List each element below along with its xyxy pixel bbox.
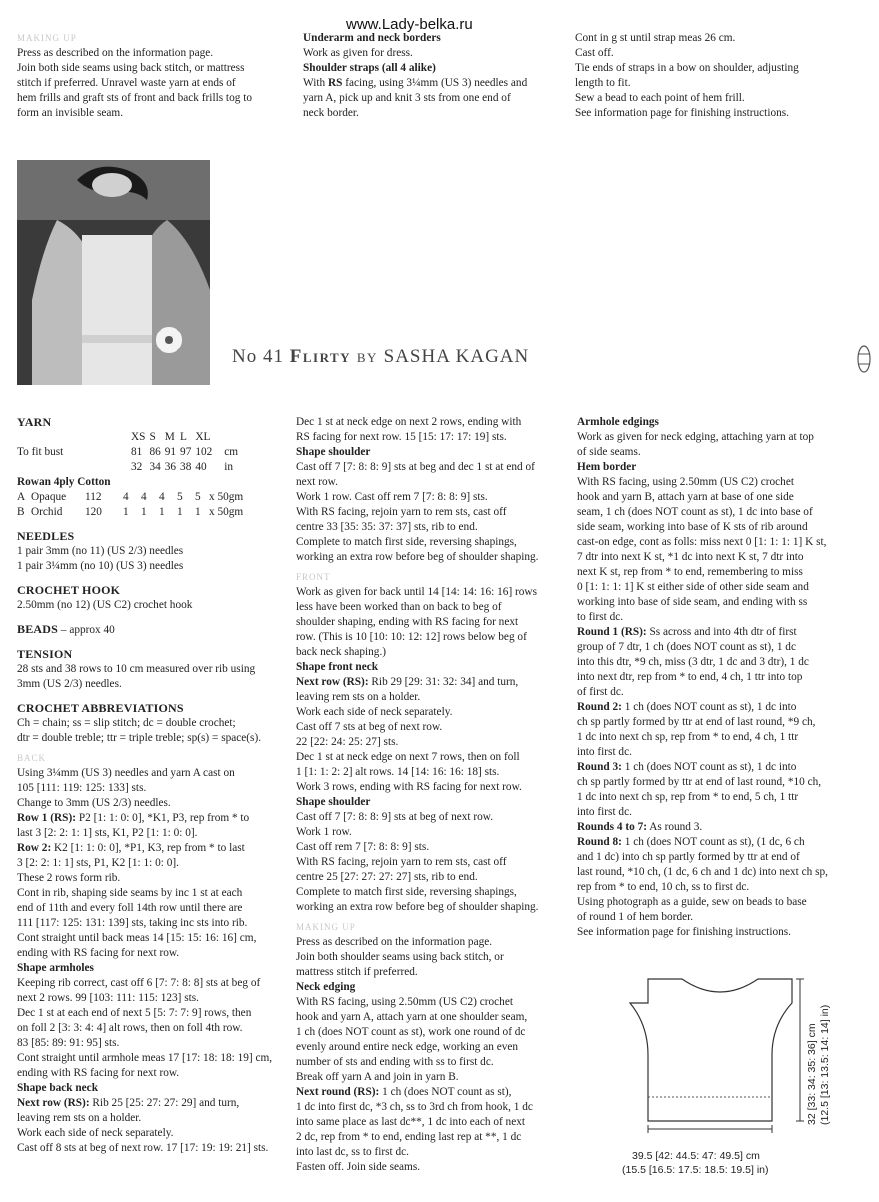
model-photo	[17, 160, 210, 385]
text-line: leaving rem sts on a holder.	[296, 691, 421, 703]
text-line: into last dc, ss to first dc.	[296, 1146, 409, 1158]
sizes-row	[17, 430, 242, 445]
text-line: Cont in rib, shaping side seams by inc 1 st at each	[17, 887, 243, 899]
text-line: 1 pair 3¼mm (no 10) (US 3) needles	[17, 560, 184, 572]
text-line	[577, 835, 867, 850]
table-cell: 38	[180, 461, 192, 473]
text-line: 3mm (US 2/3) needles.	[17, 678, 122, 690]
text-fragment: Rib 29 [29: 31: 32: 34] and turn,	[368, 676, 519, 688]
round-label: Rounds 4 to 7:	[577, 821, 647, 833]
text-line: Cont straight until armhole meas 17 [17: 18: 18: 19] cm,	[17, 1052, 273, 1064]
page-edge-tab	[857, 344, 871, 374]
row-label: Row 2:	[17, 842, 52, 854]
top-right-text	[575, 31, 865, 121]
text-line: 1 dc into next ch sp, rep from * to end, 5 ch, 1 ttr	[577, 791, 799, 803]
text-line: Dec 1 st at neck edge on next 7 rows, then on foll	[296, 751, 520, 763]
designer-name: SASHA KAGAN	[383, 346, 530, 367]
text-line: into first dc.	[577, 806, 632, 818]
top-mid-text	[303, 31, 563, 121]
yarn-heading: YARN	[17, 415, 52, 429]
text-line: of round 1 of hem border.	[577, 911, 694, 923]
text-line: last round, *10 ch, (1 dc, 6 ch and 1 dc) into next ch sp,	[577, 866, 828, 878]
text-line: These 2 rows form rib.	[17, 872, 121, 884]
size-cell: S	[149, 431, 156, 443]
table-cell: 1	[177, 506, 183, 518]
text-line: Cast off 8 sts at beg of next row. 17 [17: 19: 19: 21] sts.	[17, 1142, 269, 1154]
text-line: next row.	[296, 476, 338, 488]
text-line: Work 1 row. Cast off rem 7 [7: 8: 8: 9] sts.	[296, 491, 488, 503]
armhole-edgings-heading: Armhole edgings	[577, 416, 659, 428]
making-up-heading-2: MAKING UP	[296, 922, 356, 932]
text-line: 0 [1: 1: 1: 1] K st either side of other side seam and	[577, 581, 809, 593]
abbreviations-heading: CROCHET ABBREVIATIONS	[17, 701, 184, 715]
text-line: Work as given for dress.	[303, 47, 413, 59]
width-label-cm: 39.5 [42: 44.5: 47: 49.5] cm	[632, 1150, 760, 1162]
hook-heading: CROCHET HOOK	[17, 583, 121, 597]
text-line	[577, 700, 867, 715]
text-fragment: Ss across and into 4th dtr of first	[646, 626, 797, 638]
unit-cell: x 50gm	[209, 506, 244, 518]
table-cell: 34	[149, 461, 161, 473]
text-line: number of sts and ending with ss to first dc.	[296, 1056, 494, 1068]
text-line	[296, 675, 561, 690]
text-line: length to fit.	[575, 77, 631, 89]
text-line: shoulder shaping, ending with RS facing for next	[296, 616, 519, 628]
text-line: 111 [117: 125: 131: 139] sts, taking inc sts into rib.	[17, 917, 248, 929]
text-line: 1 dc into first dc, *3 ch, ss to 3rd ch from hook, 1 dc	[296, 1101, 533, 1113]
text-fragment: 1 ch (does NOT count as st), 1 dc into	[621, 701, 797, 713]
text-line: Tie ends of straps in a bow on shoulder, adjusting	[575, 62, 799, 74]
text-line: Cast off rem 7 [7: 8: 8: 9] sts.	[296, 841, 430, 853]
text-line: Cast off 7 [7: 8: 8: 9] sts at beg of next row.	[296, 811, 494, 823]
text-line: Press as described on the information page.	[17, 47, 214, 59]
text-line	[17, 811, 282, 826]
table-cell: 32	[131, 461, 143, 473]
row-label: Next row (RS):	[17, 1097, 90, 1109]
text-fragment: As round 3.	[647, 821, 703, 833]
text-line: Cast off.	[575, 47, 614, 59]
table-cell: 1	[195, 506, 201, 518]
shoulder-heading-2: Shape shoulder	[296, 796, 371, 808]
text-fragment: – approx 40	[58, 624, 115, 636]
text-line: on foll 2 [3: 3: 4: 4] alt rows, then on foll 4th row.	[17, 1022, 243, 1034]
size-cell: M	[164, 431, 175, 443]
text-line: Work each side of neck separately.	[296, 706, 453, 718]
text-line: Ch = chain; ss = slip stitch; dc = double crochet;	[17, 717, 236, 729]
height-label-in: (12.5 [13: 13.5: 14: 14] in)	[819, 1004, 831, 1125]
making-up-heading: MAKING UP	[17, 33, 77, 43]
text-line: to first dc.	[577, 611, 624, 623]
yarn-number: 120	[85, 506, 102, 518]
table-cell: 1	[159, 506, 165, 518]
table-cell: 102	[195, 446, 213, 458]
text-line: into next dtr, rep from * to end, 4 ch, 1 ttr into top	[577, 671, 803, 683]
table-cell: 1	[123, 506, 129, 518]
table-cell: 36	[164, 461, 177, 473]
size-cell: XL	[195, 431, 211, 443]
garment-schematic	[600, 975, 870, 1190]
text-line: Sew a bead to each point of hem frill.	[575, 92, 745, 104]
pattern-title	[232, 346, 530, 367]
text-line: With RS facing, rejoin yarn to rem sts, cast off	[296, 856, 507, 868]
back-heading: BACK	[17, 753, 47, 763]
text-line: ending with RS facing for next row.	[17, 1067, 180, 1079]
column-2	[296, 415, 561, 1175]
watermark[interactable]: www.Lady-belka.ru	[346, 16, 473, 33]
text-line: hook and yarn B, attach yarn at base of one side	[577, 491, 794, 503]
yarn-row-b	[17, 505, 247, 520]
straps-heading: Shoulder straps (all 4 alike)	[303, 62, 436, 74]
text-line: RS facing for next row. 15 [15: 17: 17: 19] sts.	[296, 431, 507, 443]
text-line: Work each side of neck separately.	[17, 1127, 174, 1139]
top-left-text	[17, 31, 277, 121]
text-line: cast-on edge, cont as folls: miss next 0 [1: 1: 1: 1] K st,	[577, 536, 827, 548]
needles-heading: NEEDLES	[17, 529, 75, 543]
text-line	[17, 1096, 282, 1111]
text-line: Cont in g st until strap meas 26 cm.	[575, 32, 736, 44]
round-label: Round 8:	[577, 836, 622, 848]
text-line: Join both shoulder seams using back stitch, or	[296, 951, 504, 963]
neck-edging-heading: Neck edging	[296, 981, 356, 993]
text-line: hook and yarn A, attach yarn at one shoulder seam,	[296, 1011, 528, 1023]
armholes-heading: Shape armholes	[17, 962, 94, 974]
text-line: 3 [2: 2: 1: 1] sts, P1, K2 [1: 1: 0: 0].	[17, 857, 179, 869]
yarn-name: Rowan 4ply Cotton	[17, 476, 111, 488]
text-line: seam, 1 ch (does NOT count as st), 1 dc into base of	[577, 506, 813, 518]
text-line: ending with RS facing for next row.	[17, 947, 180, 959]
yarn-colour: Orchid	[31, 506, 63, 518]
size-cell: XS	[131, 431, 146, 443]
text-line	[577, 625, 867, 640]
text-line: Cast off 7 sts at beg of next row.	[296, 721, 443, 733]
text-line: Using 3¼mm (US 3) needles and yarn A cast on	[17, 767, 235, 779]
text-line: working into base of side seam, and ending with ss	[577, 596, 808, 608]
yarn-table	[17, 430, 242, 475]
text-line: Complete to match first side, reversing shapings,	[296, 536, 517, 548]
text-line: 28 sts and 38 rows to 10 cm measured over rib using	[17, 663, 256, 675]
text-line	[303, 76, 563, 91]
text-line: 22 [22: 24: 25: 27] sts.	[296, 736, 399, 748]
text-line: of side seams.	[577, 446, 641, 458]
text-line: With RS facing, using 2.50mm (US C2) crochet	[577, 476, 794, 488]
text-line: rep from * to end, 10 ch, ss to first dc.	[577, 881, 750, 893]
text-line: neck border.	[303, 107, 359, 119]
text-line	[577, 820, 867, 835]
text-line: See information page for finishing instructions.	[577, 926, 791, 938]
pattern-number: No 41	[232, 346, 284, 367]
text-line: mattress stitch if preferred.	[296, 966, 418, 978]
text-line: Work 1 row.	[296, 826, 352, 838]
text-line: 105 [111: 119: 125: 133] sts.	[17, 782, 147, 794]
row-label: Row 1 (RS):	[17, 812, 76, 824]
text-line: Change to 3mm (US 2/3) needles.	[17, 797, 171, 809]
text-line: Cast off 7 [7: 8: 8: 9] sts at beg and dec 1 st at end of	[296, 461, 535, 473]
size-cell: L	[180, 431, 187, 443]
text-line: back neck shaping.)	[296, 646, 387, 658]
text-line: 1 pair 3mm (no 11) (US 2/3) needles	[17, 545, 184, 557]
text-line: Break off yarn A and join in yarn B.	[296, 1071, 459, 1083]
text-fragment: 1 ch (does NOT count as st), 1 dc into	[621, 761, 797, 773]
column-1	[17, 415, 282, 1156]
text-line: Press as described on the information page.	[296, 936, 493, 948]
beads-heading: BEADS	[17, 622, 59, 636]
yarn-code: B	[17, 506, 25, 518]
yarn-colour: Opaque	[31, 491, 67, 503]
pattern-name: Flirty	[289, 346, 352, 367]
title-by: by	[356, 346, 378, 367]
table-cell: 4	[123, 491, 129, 503]
row-label: Next row (RS):	[296, 676, 369, 688]
bust-label: To fit bust	[17, 446, 64, 458]
text-line: See information page for finishing instructions.	[575, 107, 789, 119]
edge-tab-icon	[857, 344, 871, 374]
tension-heading: TENSION	[17, 647, 73, 661]
yarn-number: 112	[85, 491, 102, 503]
table-cell: 1	[141, 506, 147, 518]
text-fragment: Rib 25 [25: 27: 27: 29] and turn,	[89, 1097, 240, 1109]
text-line: leaving rem sts on a holder.	[17, 1112, 142, 1124]
bust-in-row	[17, 460, 242, 475]
text-line: With RS facing, rejoin yarn to rem sts, cast off	[296, 506, 507, 518]
text-fragment: 1 ch (does NOT count as st),	[379, 1086, 512, 1098]
text-line: form an invisible seam.	[17, 107, 124, 119]
bust-cm-row	[17, 445, 242, 460]
text-line: Work 3 rows, ending with RS facing for next row.	[296, 781, 522, 793]
text-line: yarn A, pick up and knit 3 sts from one end of	[303, 92, 511, 104]
text-line: next 2 rows. 99 [103: 111: 115: 123] sts.	[17, 992, 199, 1004]
text-line: evenly around entire neck edge, working an even	[296, 1041, 519, 1053]
front-heading: FRONT	[296, 572, 331, 582]
text-line: Join both side seams using back stitch, or mattress	[17, 62, 245, 74]
shoulder-heading: Shape shoulder	[296, 446, 371, 458]
yarn-quantity-table	[17, 490, 247, 520]
text-line: last 3 [2: 2: 1: 1] sts, K1, P2 [1: 1: 0: 0].	[17, 827, 198, 839]
text-line	[296, 1085, 561, 1100]
column-3	[577, 415, 867, 940]
underarm-heading: Underarm and neck borders	[303, 32, 441, 44]
text-line: centre 25 [27: 27: 27: 27] sts, rib to end.	[296, 871, 478, 883]
text-line: centre 33 [35: 35: 37: 37] sts, rib to end.	[296, 521, 478, 533]
text-line: group of 7 dtr, 1 ch (does NOT count as st), 1 dc	[577, 641, 796, 653]
round-label: Round 2:	[577, 701, 622, 713]
yarn-code: A	[17, 491, 26, 503]
photo-illustration	[17, 160, 210, 385]
row-label: Next round (RS):	[296, 1086, 380, 1098]
beads-line	[17, 622, 282, 638]
text-line: With RS facing, using 2.50mm (US C2) crochet	[296, 996, 513, 1008]
table-cell: 5	[195, 491, 201, 503]
text-line: Cont straight until back meas 14 [15: 15: 16: 16] cm,	[17, 932, 257, 944]
table-cell: 97	[180, 446, 192, 458]
text-line: row. (This is 10 [10: 10: 12: 12] rows below beg of	[296, 631, 527, 643]
text-line: dtr = double treble; ttr = triple treble; sp(s) = space(s).	[17, 732, 262, 744]
text-line: less have been worked than on back to beg of	[296, 601, 502, 613]
text-line: 2.50mm (no 12) (US C2) crochet hook	[17, 599, 193, 611]
text-line: of first dc.	[577, 686, 624, 698]
text-line: Complete to match first side, reversing shapings,	[296, 886, 517, 898]
text-fragment: 1 ch (does NOT count as st), (1 dc, 6 ch	[621, 836, 805, 848]
text-line: 83 [85: 89: 91: 95] sts.	[17, 1037, 120, 1049]
text-line: Fasten off. Join side seams.	[296, 1161, 421, 1173]
garment-outline	[630, 979, 792, 1121]
unit-cell: cm	[224, 446, 239, 458]
text-line	[577, 760, 867, 775]
text-line: 1 [1: 1: 2: 2] alt rows. 14 [14: 16: 16: 18] sts.	[296, 766, 500, 778]
text-line: into same place as last dc**, 1 dc into each of next	[296, 1116, 525, 1128]
text-line: stitch if preferred. Unravel waste yarn at ends of	[17, 77, 236, 89]
text-line	[17, 841, 282, 856]
text-fragment: P2 [1: 1: 0: 0], *K1, P3, rep from * to	[76, 812, 250, 824]
round-label: Round 3:	[577, 761, 622, 773]
text-line: side seam, working into base of K sts of rib around	[577, 521, 808, 533]
text-line: 2 dc, rep from * to end, ending last rep at **, 1 dc	[296, 1131, 522, 1143]
text-line: 1 dc into next ch sp, rep from * to end, 4 ch, 1 ttr	[577, 731, 799, 743]
height-label	[806, 1005, 832, 1125]
text-line: 7 dtr into next K st, *1 dc into next K st, 7 dtr into	[577, 551, 804, 563]
height-label-cm: 32 [33: 34: 35: 36] cm	[806, 1023, 818, 1125]
text-line: working an extra row before beg of shoulder shaping.	[296, 551, 539, 563]
yarn-row-a	[17, 490, 247, 505]
table-cell: 81	[131, 446, 143, 458]
text-line: working an extra row before beg of shoulder shaping.	[296, 901, 539, 913]
round-label: Round 1 (RS):	[577, 626, 647, 638]
rs-marker: RS	[327, 77, 343, 89]
text-fragment: With	[303, 77, 328, 89]
hem-border-heading: Hem border	[577, 461, 637, 473]
text-line: Using photograph as a guide, sew on beads to base	[577, 896, 807, 908]
text-line: end of 11th and every foll 14th row until there are	[17, 902, 243, 914]
table-cell: 4	[159, 491, 165, 503]
text-line: into first dc.	[577, 746, 632, 758]
text-line: Dec 1 st at each end of next 5 [5: 7: 7: 9] rows, then	[17, 1007, 252, 1019]
text-line: ch sp partly formed by ttr at end of last round, *10 ch,	[577, 776, 822, 788]
text-line: 1 ch (does NOT count as st), work one round of dc	[296, 1026, 526, 1038]
width-label-in: (15.5 [16.5: 17.5: 18.5: 19.5] in)	[622, 1164, 769, 1176]
front-neck-heading: Shape front neck	[296, 661, 379, 673]
text-line: ch sp partly formed by ttr at end of last round, *9 ch,	[577, 716, 816, 728]
text-fragment: facing, using 3¼mm (US 3) needles and	[342, 77, 528, 89]
table-cell: 91	[164, 446, 177, 458]
text-line: Keeping rib correct, cast off 6 [7: 7: 8: 8] sts at beg of	[17, 977, 261, 989]
text-line: and 1 dc) into ch sp partly formed by ttr at end of	[577, 851, 800, 863]
back-neck-heading: Shape back neck	[17, 1082, 98, 1094]
table-cell: 4	[141, 491, 147, 503]
text-line: Work as given for back until 14 [14: 14: 16: 16] rows	[296, 586, 537, 598]
table-cell: 5	[177, 491, 183, 503]
text-fragment: K2 [1: 1: 0: 0], *P1, K3, rep from * to last	[51, 842, 245, 854]
unit-cell: in	[224, 461, 234, 473]
text-line: next K st, rep from * to end, remembering to miss	[577, 566, 803, 578]
text-line: Work as given for neck edging, attaching yarn at top	[577, 431, 814, 443]
text-line: hem frills and graft sts of front and back frills tog to	[17, 92, 252, 104]
table-cell: 40	[195, 461, 207, 473]
text-line: Dec 1 st at neck edge on next 2 rows, ending with	[296, 416, 522, 428]
table-cell: 86	[149, 446, 161, 458]
unit-cell: x 50gm	[209, 491, 244, 503]
text-line: into this dtr, *9 ch, miss (3 dtr, 1 dc and 3 dtr), 1 dc	[577, 656, 809, 668]
